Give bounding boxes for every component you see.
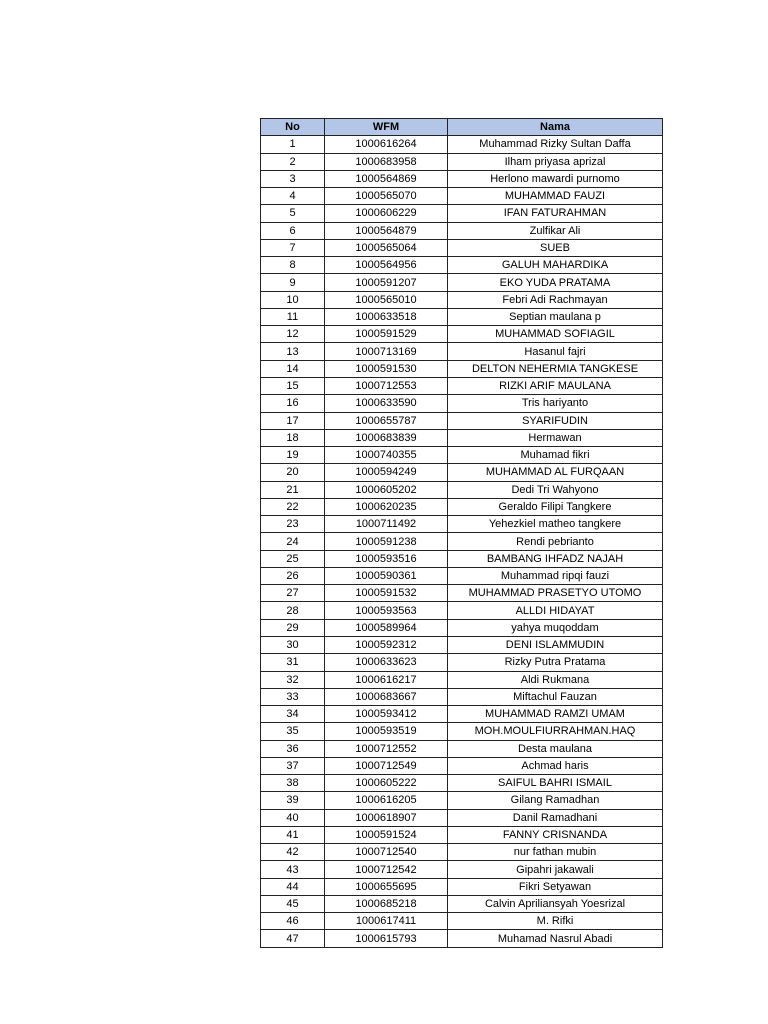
cell-wfm: 1000589964 bbox=[325, 619, 448, 636]
cell-nama: MUHAMMAD SOFIAGIL bbox=[448, 326, 663, 343]
cell-wfm: 1000564879 bbox=[325, 222, 448, 239]
table-row bbox=[261, 188, 663, 205]
header-wfm: WFM bbox=[325, 119, 448, 136]
table-row bbox=[261, 447, 663, 464]
table-row bbox=[261, 498, 663, 515]
header-no: No bbox=[261, 119, 325, 136]
table-row bbox=[261, 567, 663, 584]
cell-nama: Rizky Putra Pratama bbox=[448, 654, 663, 671]
cell-nama: Aldi Rukmana bbox=[448, 671, 663, 688]
table-row bbox=[261, 775, 663, 792]
cell-no: 38 bbox=[261, 775, 325, 792]
cell-wfm: 1000592312 bbox=[325, 636, 448, 653]
table-row bbox=[261, 170, 663, 187]
cell-wfm: 1000564869 bbox=[325, 170, 448, 187]
cell-wfm: 1000712540 bbox=[325, 844, 448, 861]
cell-wfm: 1000633623 bbox=[325, 654, 448, 671]
cell-nama: GALUH MAHARDIKA bbox=[448, 257, 663, 274]
cell-wfm: 1000617411 bbox=[325, 913, 448, 930]
cell-nama: Rendi pebrianto bbox=[448, 533, 663, 550]
cell-nama: Calvin Apriliansyah Yoesrizal bbox=[448, 895, 663, 912]
cell-wfm: 1000683958 bbox=[325, 153, 448, 170]
cell-wfm: 1000591530 bbox=[325, 360, 448, 377]
cell-no: 3 bbox=[261, 170, 325, 187]
cell-no: 6 bbox=[261, 222, 325, 239]
table-row bbox=[261, 671, 663, 688]
table-row bbox=[261, 636, 663, 653]
cell-no: 29 bbox=[261, 619, 325, 636]
cell-nama: DELTON NEHERMIA TANGKESE bbox=[448, 360, 663, 377]
table-row bbox=[261, 585, 663, 602]
cell-wfm: 1000712552 bbox=[325, 740, 448, 757]
table-row bbox=[261, 792, 663, 809]
table-row bbox=[261, 602, 663, 619]
cell-nama: yahya muqoddam bbox=[448, 619, 663, 636]
cell-nama: Miftachul Fauzan bbox=[448, 688, 663, 705]
table-row bbox=[261, 913, 663, 930]
cell-no: 32 bbox=[261, 671, 325, 688]
cell-no: 45 bbox=[261, 895, 325, 912]
cell-wfm: 1000593519 bbox=[325, 723, 448, 740]
table-row bbox=[261, 274, 663, 291]
cell-no: 17 bbox=[261, 412, 325, 429]
table-row bbox=[261, 533, 663, 550]
cell-no: 47 bbox=[261, 930, 325, 947]
cell-no: 39 bbox=[261, 792, 325, 809]
cell-nama: Tris hariyanto bbox=[448, 395, 663, 412]
cell-no: 30 bbox=[261, 636, 325, 653]
table-row bbox=[261, 723, 663, 740]
table-row bbox=[261, 257, 663, 274]
cell-wfm: 1000591529 bbox=[325, 326, 448, 343]
cell-no: 33 bbox=[261, 688, 325, 705]
table-row bbox=[261, 688, 663, 705]
cell-nama: MUHAMMAD AL FURQAAN bbox=[448, 464, 663, 481]
cell-nama: Fikri Setyawan bbox=[448, 878, 663, 895]
cell-no: 43 bbox=[261, 861, 325, 878]
cell-wfm: 1000683667 bbox=[325, 688, 448, 705]
cell-wfm: 1000606229 bbox=[325, 205, 448, 222]
table-row bbox=[261, 861, 663, 878]
table-row bbox=[261, 826, 663, 843]
cell-wfm: 1000591524 bbox=[325, 826, 448, 843]
table-row bbox=[261, 550, 663, 567]
table-row bbox=[261, 291, 663, 308]
cell-wfm: 1000713169 bbox=[325, 343, 448, 360]
cell-wfm: 1000565064 bbox=[325, 239, 448, 256]
table-row bbox=[261, 516, 663, 533]
cell-no: 13 bbox=[261, 343, 325, 360]
cell-nama: SAIFUL BAHRI ISMAIL bbox=[448, 775, 663, 792]
cell-no: 10 bbox=[261, 291, 325, 308]
cell-wfm: 1000740355 bbox=[325, 447, 448, 464]
table-row bbox=[261, 809, 663, 826]
cell-wfm: 1000618907 bbox=[325, 809, 448, 826]
cell-nama: Muhamad Nasrul Abadi bbox=[448, 930, 663, 947]
cell-no: 1 bbox=[261, 136, 325, 153]
cell-nama: MUHAMMAD FAUZI bbox=[448, 188, 663, 205]
cell-no: 12 bbox=[261, 326, 325, 343]
table-row bbox=[261, 308, 663, 325]
table-row bbox=[261, 239, 663, 256]
cell-nama: Muhamad fikri bbox=[448, 447, 663, 464]
cell-no: 22 bbox=[261, 498, 325, 515]
cell-wfm: 1000616217 bbox=[325, 671, 448, 688]
cell-wfm: 1000564956 bbox=[325, 257, 448, 274]
cell-wfm: 1000565010 bbox=[325, 291, 448, 308]
cell-wfm: 1000615793 bbox=[325, 930, 448, 947]
cell-no: 5 bbox=[261, 205, 325, 222]
cell-wfm: 1000633590 bbox=[325, 395, 448, 412]
cell-nama: MOH.MOULFIURRAHMAN.HAQ bbox=[448, 723, 663, 740]
table-row bbox=[261, 412, 663, 429]
cell-nama: Gilang Ramadhan bbox=[448, 792, 663, 809]
cell-nama: Zulfikar Ali bbox=[448, 222, 663, 239]
table-row bbox=[261, 205, 663, 222]
table-row bbox=[261, 464, 663, 481]
cell-no: 37 bbox=[261, 757, 325, 774]
cell-wfm: 1000633518 bbox=[325, 308, 448, 325]
cell-nama: Geraldo Filipi Tangkere bbox=[448, 498, 663, 515]
cell-no: 46 bbox=[261, 913, 325, 930]
cell-wfm: 1000605222 bbox=[325, 775, 448, 792]
cell-no: 42 bbox=[261, 844, 325, 861]
cell-nama: M. Rifki bbox=[448, 913, 663, 930]
cell-no: 4 bbox=[261, 188, 325, 205]
cell-wfm: 1000620235 bbox=[325, 498, 448, 515]
cell-wfm: 1000590361 bbox=[325, 567, 448, 584]
cell-nama: BAMBANG IHFADZ NAJAH bbox=[448, 550, 663, 567]
cell-no: 35 bbox=[261, 723, 325, 740]
cell-wfm: 1000711492 bbox=[325, 516, 448, 533]
cell-no: 44 bbox=[261, 878, 325, 895]
cell-wfm: 1000655695 bbox=[325, 878, 448, 895]
cell-nama: IFAN FATURAHMAN bbox=[448, 205, 663, 222]
cell-no: 26 bbox=[261, 567, 325, 584]
cell-wfm: 1000616264 bbox=[325, 136, 448, 153]
cell-no: 11 bbox=[261, 308, 325, 325]
table-row bbox=[261, 360, 663, 377]
cell-wfm: 1000593516 bbox=[325, 550, 448, 567]
cell-nama: SYARIFUDIN bbox=[448, 412, 663, 429]
cell-no: 21 bbox=[261, 481, 325, 498]
cell-wfm: 1000591238 bbox=[325, 533, 448, 550]
cell-wfm: 1000593563 bbox=[325, 602, 448, 619]
cell-nama: nur fathan mubin bbox=[448, 844, 663, 861]
cell-nama: Hasanul fajri bbox=[448, 343, 663, 360]
table-row bbox=[261, 619, 663, 636]
cell-no: 18 bbox=[261, 429, 325, 446]
cell-no: 25 bbox=[261, 550, 325, 567]
cell-nama: ALLDI HIDAYAT bbox=[448, 602, 663, 619]
cell-nama: RIZKI ARIF MAULANA bbox=[448, 377, 663, 394]
cell-no: 20 bbox=[261, 464, 325, 481]
table-row bbox=[261, 654, 663, 671]
cell-nama: Desta maulana bbox=[448, 740, 663, 757]
table-row bbox=[261, 844, 663, 861]
header-nama: Nama bbox=[448, 119, 663, 136]
cell-no: 27 bbox=[261, 585, 325, 602]
cell-wfm: 1000712549 bbox=[325, 757, 448, 774]
cell-nama: MUHAMMAD PRASETYO UTOMO bbox=[448, 585, 663, 602]
cell-wfm: 1000565070 bbox=[325, 188, 448, 205]
cell-wfm: 1000593412 bbox=[325, 706, 448, 723]
cell-nama: Febri Adi Rachmayan bbox=[448, 291, 663, 308]
cell-wfm: 1000591207 bbox=[325, 274, 448, 291]
table-row bbox=[261, 740, 663, 757]
cell-no: 40 bbox=[261, 809, 325, 826]
table-row bbox=[261, 930, 663, 947]
cell-nama: EKO YUDA PRATAMA bbox=[448, 274, 663, 291]
cell-nama: Dedi Tri Wahyono bbox=[448, 481, 663, 498]
cell-no: 23 bbox=[261, 516, 325, 533]
cell-wfm: 1000616205 bbox=[325, 792, 448, 809]
table-row bbox=[261, 706, 663, 723]
cell-nama: MUHAMMAD RAMZI UMAM bbox=[448, 706, 663, 723]
cell-nama: Gipahri jakawali bbox=[448, 861, 663, 878]
table-row bbox=[261, 326, 663, 343]
cell-no: 19 bbox=[261, 447, 325, 464]
table-row bbox=[261, 153, 663, 170]
cell-no: 24 bbox=[261, 533, 325, 550]
cell-wfm: 1000591532 bbox=[325, 585, 448, 602]
cell-no: 7 bbox=[261, 239, 325, 256]
cell-no: 2 bbox=[261, 153, 325, 170]
cell-wfm: 1000685218 bbox=[325, 895, 448, 912]
cell-no: 16 bbox=[261, 395, 325, 412]
cell-nama: Septian maulana p bbox=[448, 308, 663, 325]
cell-nama: Achmad haris bbox=[448, 757, 663, 774]
cell-no: 9 bbox=[261, 274, 325, 291]
cell-no: 36 bbox=[261, 740, 325, 757]
table-row bbox=[261, 395, 663, 412]
table-row bbox=[261, 757, 663, 774]
cell-nama: Herlono mawardi purnomo bbox=[448, 170, 663, 187]
table-row bbox=[261, 481, 663, 498]
cell-no: 15 bbox=[261, 377, 325, 394]
table-row bbox=[261, 895, 663, 912]
cell-wfm: 1000605202 bbox=[325, 481, 448, 498]
cell-nama: Yehezkiel matheo tangkere bbox=[448, 516, 663, 533]
table-row bbox=[261, 377, 663, 394]
table-row bbox=[261, 429, 663, 446]
cell-nama: Muhammad ripqi fauzi bbox=[448, 567, 663, 584]
cell-nama: SUEB bbox=[448, 239, 663, 256]
cell-wfm: 1000712553 bbox=[325, 377, 448, 394]
cell-no: 8 bbox=[261, 257, 325, 274]
cell-nama: FANNY CRISNANDA bbox=[448, 826, 663, 843]
cell-nama: Danil Ramadhani bbox=[448, 809, 663, 826]
cell-nama: DENI ISLAMMUDIN bbox=[448, 636, 663, 653]
cell-wfm: 1000683839 bbox=[325, 429, 448, 446]
cell-no: 28 bbox=[261, 602, 325, 619]
cell-no: 34 bbox=[261, 706, 325, 723]
cell-nama: Ilham priyasa aprizal bbox=[448, 153, 663, 170]
cell-wfm: 1000712542 bbox=[325, 861, 448, 878]
employee-table bbox=[260, 118, 663, 948]
cell-wfm: 1000655787 bbox=[325, 412, 448, 429]
table-header-row bbox=[261, 119, 663, 136]
cell-no: 31 bbox=[261, 654, 325, 671]
cell-wfm: 1000594249 bbox=[325, 464, 448, 481]
cell-nama: Hermawan bbox=[448, 429, 663, 446]
table-row bbox=[261, 222, 663, 239]
table-row bbox=[261, 343, 663, 360]
cell-nama: Muhammad Rizky Sultan Daffa bbox=[448, 136, 663, 153]
table-row bbox=[261, 878, 663, 895]
table-row bbox=[261, 136, 663, 153]
cell-no: 41 bbox=[261, 826, 325, 843]
cell-no: 14 bbox=[261, 360, 325, 377]
